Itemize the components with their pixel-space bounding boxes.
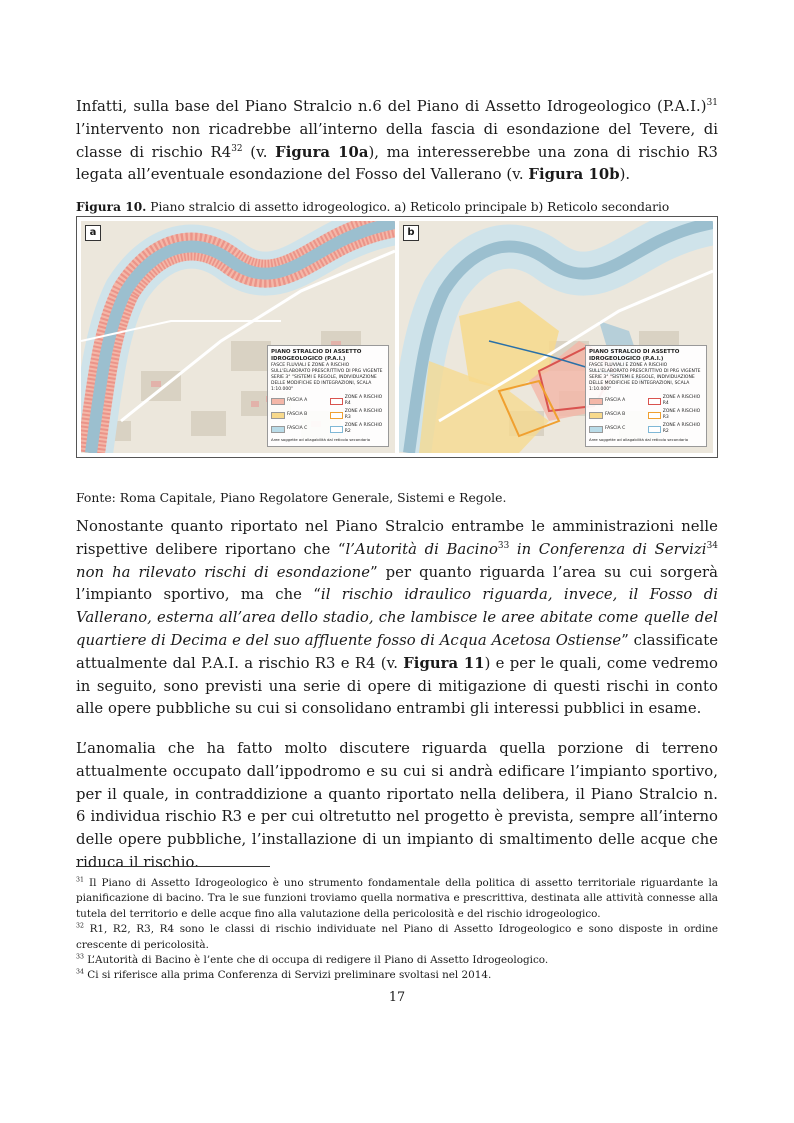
paragraph-3: [76, 738, 718, 875]
legend-fascia-a: FASCIA A: [605, 398, 626, 403]
p2-text-4: ) e per le quali, come vedremo in seguito, sono previsti una serie di opere di mitigazione di questi rischi in conto alle opere pubbliche su cui si consolidano entrambi gli interessi pubblici in esame.: [76, 654, 719, 718]
swatch-fascia-c: [589, 426, 603, 433]
map-panel-b: [399, 221, 713, 453]
footnote-num: 31: [76, 876, 84, 884]
legend-zona-r2: ZONE A RISCHIO R2: [344, 423, 383, 434]
p2-italic-2: in Conferenza di Servizi: [509, 540, 707, 558]
legend-note: Aree soggette ad allagabilità dal reticolo secondario: [589, 437, 689, 442]
footnote-text: R1, R2, R3, R4 sono le classi di rischio individuate nel Piano di Assetto Idrogeologico e sono disposte in ordine crescente di pericolosità.: [76, 923, 718, 951]
figure-caption: [76, 200, 736, 215]
figure-10-maps: [76, 216, 718, 458]
swatch-fascia-b: [589, 412, 603, 419]
swatch-fascia-b: [271, 412, 285, 419]
page-number: 17: [388, 990, 406, 1005]
footnote-text: Il Piano di Assetto Idrogeologico è uno strumento fondamentale della politica di assetto territoriale riguardante la pianificazione di bacino. Tra le sue funzioni troviamo quella normativa e prescrittiva, destinata alle attività connesse alla tutela del territorio e delle acque fino alla valutazione della pericolosità e del rischio idrogeologico.: [76, 877, 718, 920]
footnote-text: Ci si riferisce alla prima Conferenza di Servizi preliminare svoltasi nel 2014.: [83, 969, 492, 982]
p1-text-3: (v.: [242, 143, 276, 161]
footnote-ref-33[interactable]: 33: [497, 540, 510, 551]
footnote-ref-31[interactable]: 31: [706, 98, 718, 109]
footnote-32: [76, 922, 718, 953]
p2-italic-1: l’Autorità di Bacino: [345, 540, 498, 558]
legend-zona-r3: ZONE A RISCHIO R3: [344, 409, 383, 420]
figure-11-ref: Figura 11: [403, 654, 485, 672]
legend-subtitle: FASCE FLUVIALI E ZONE A RISCHIO SULL'ELABORATO PRESCRITTIVO DI PRG VIGENTE SERIE 3° "SISTEMI E REGOLE, INDIVIDUAZIONE DELLE MODIFICHE ED INTEGRAZIONI, SCALA 1:10.000": [589, 363, 701, 392]
legend-a: [267, 345, 389, 447]
p2-text-2: ” per quanto riguarda l’area su cui sorgerà l’impianto sportivo, ma che “: [76, 563, 718, 604]
footnote-ref-34[interactable]: 34: [706, 540, 718, 551]
p2-text-3: ” classificate attualmente dal P.A.I. a rischio R3 e R4 (v.: [76, 631, 719, 672]
footnote-num: 33: [76, 953, 84, 961]
footnotes: [76, 876, 718, 984]
legend-zona-r4: ZONE A RISCHIO R4: [344, 395, 383, 406]
swatch-fascia-a: [589, 398, 603, 405]
legend-title: PIANO STRALCIO DI ASSETTO IDROGEOLOGICO (P.A.I.): [589, 349, 680, 362]
p1-text-1: Infatti, sulla base del Piano Stralcio n.6 del Piano di Assetto Idrogeologico (P.A.I.): [76, 98, 707, 115]
panel-a-label: a: [85, 225, 101, 241]
legend-zona-r4: ZONE A RISCHIO R4: [662, 395, 701, 406]
legend-zona-r2: ZONE A RISCHIO R2: [662, 423, 701, 434]
legend-fascia-c: FASCIA C: [605, 426, 626, 431]
map-panel-a: [81, 221, 395, 453]
swatch-zona-r2: [648, 426, 661, 433]
footnote-num: 34: [76, 968, 84, 976]
paragraph-2: [76, 516, 718, 721]
swatch-fascia-a: [271, 398, 285, 405]
figure-caption-text: Piano stralcio di assetto idrogeologico. a) Reticolo principale b) Reticolo secondario: [146, 200, 670, 214]
footnote-ref-32[interactable]: 32: [231, 143, 243, 154]
legend-zona-r3: ZONE A RISCHIO R3: [662, 409, 701, 420]
footnote-num: 32: [76, 922, 84, 930]
swatch-zona-r3: [330, 412, 343, 419]
paragraph-1: [76, 96, 718, 187]
p2-text-1: Nonostante quanto riportato nel Piano Stralcio entrambe le amministrazioni nelle rispettive delibere riportano che “: [76, 518, 718, 558]
p2-italic-3: non ha rilevato rischi di esondazione: [76, 563, 371, 581]
panel-b-label: b: [403, 225, 419, 241]
legend-subtitle: FASCE FLUVIALI E ZONE A RISCHIO SULL'ELABORATO PRESCRITTIVO DI PRG VIGENTE SERIE 3° "SISTEMI E REGOLE, INDIVIDUAZIONE DELLE MODIFICHE ED INTEGRAZIONI, SCALA 1:10.000": [271, 363, 383, 392]
swatch-zona-r2: [330, 426, 343, 433]
legend-b: [585, 345, 707, 447]
p1-text-4: ), ma interesserebbe una zona di rischio R3 legata all’eventuale esondazione del Fosso del Vallerano (v.: [76, 143, 718, 184]
p1-text-5: ).: [619, 166, 631, 184]
legend-note: Aree soggette ad allagabilità dal reticolo secondario: [271, 437, 371, 442]
footnote-text: L’Autorità di Bacino è l’ente che di occupa di redigere il Piano di Assetto Idrogeologico.: [83, 954, 549, 967]
p2-italic-4: il rischio idraulico riguarda, invece, il Fosso di Vallerano, esterna all’area dello stadio, che lambisce le aree abitate come quelle del quartiere di Decima e del suo affluente fosso di Acqua Acetosa Ostiense: [76, 586, 718, 649]
legend-fascia-c: FASCIA C: [287, 426, 308, 431]
legend-fascia-b: FASCIA B: [287, 412, 308, 417]
swatch-zona-r4: [330, 398, 343, 405]
figure-10b-ref: Figura 10b: [528, 166, 620, 184]
footnote-33: [76, 953, 718, 968]
footnote-34: [76, 968, 718, 983]
swatch-fascia-c: [271, 426, 285, 433]
figure-10a-ref: Figura 10a: [275, 143, 369, 161]
swatch-zona-r3: [648, 412, 661, 419]
legend-fascia-b: FASCIA B: [605, 412, 626, 417]
legend-title: PIANO STRALCIO DI ASSETTO IDROGEOLOGICO (P.A.I.): [271, 349, 362, 362]
footnote-31: [76, 876, 718, 922]
p3-text: L’anomalia che ha fatto molto discutere riguarda quella porzione di terreno attualmente occupato dall’ippodromo e su cui si andrà edificare l’impianto sportivo, per il quale, in contraddizione a quanto riportato nella delibera, il Piano Stralcio n. 6 individua rischio R3 e per cui oltretutto nel progetto è prevista, sempre all’interno delle opere pubbliche, l’installazione di un impianto di smaltimento delle acque che riduca il rischio.: [76, 740, 718, 871]
swatch-zona-r4: [648, 398, 661, 405]
footnote-divider: [76, 866, 270, 867]
p1-text-2: l’intervento non ricadrebbe all’interno della fascia di esondazione del Tevere, di classe di rischio R4: [76, 120, 718, 161]
figure-source: Fonte: Roma Capitale, Piano Regolatore Generale, Sistemi e Regole.: [76, 490, 507, 505]
figure-caption-label: Figura 10.: [76, 200, 147, 214]
legend-fascia-a: FASCIA A: [287, 398, 308, 403]
